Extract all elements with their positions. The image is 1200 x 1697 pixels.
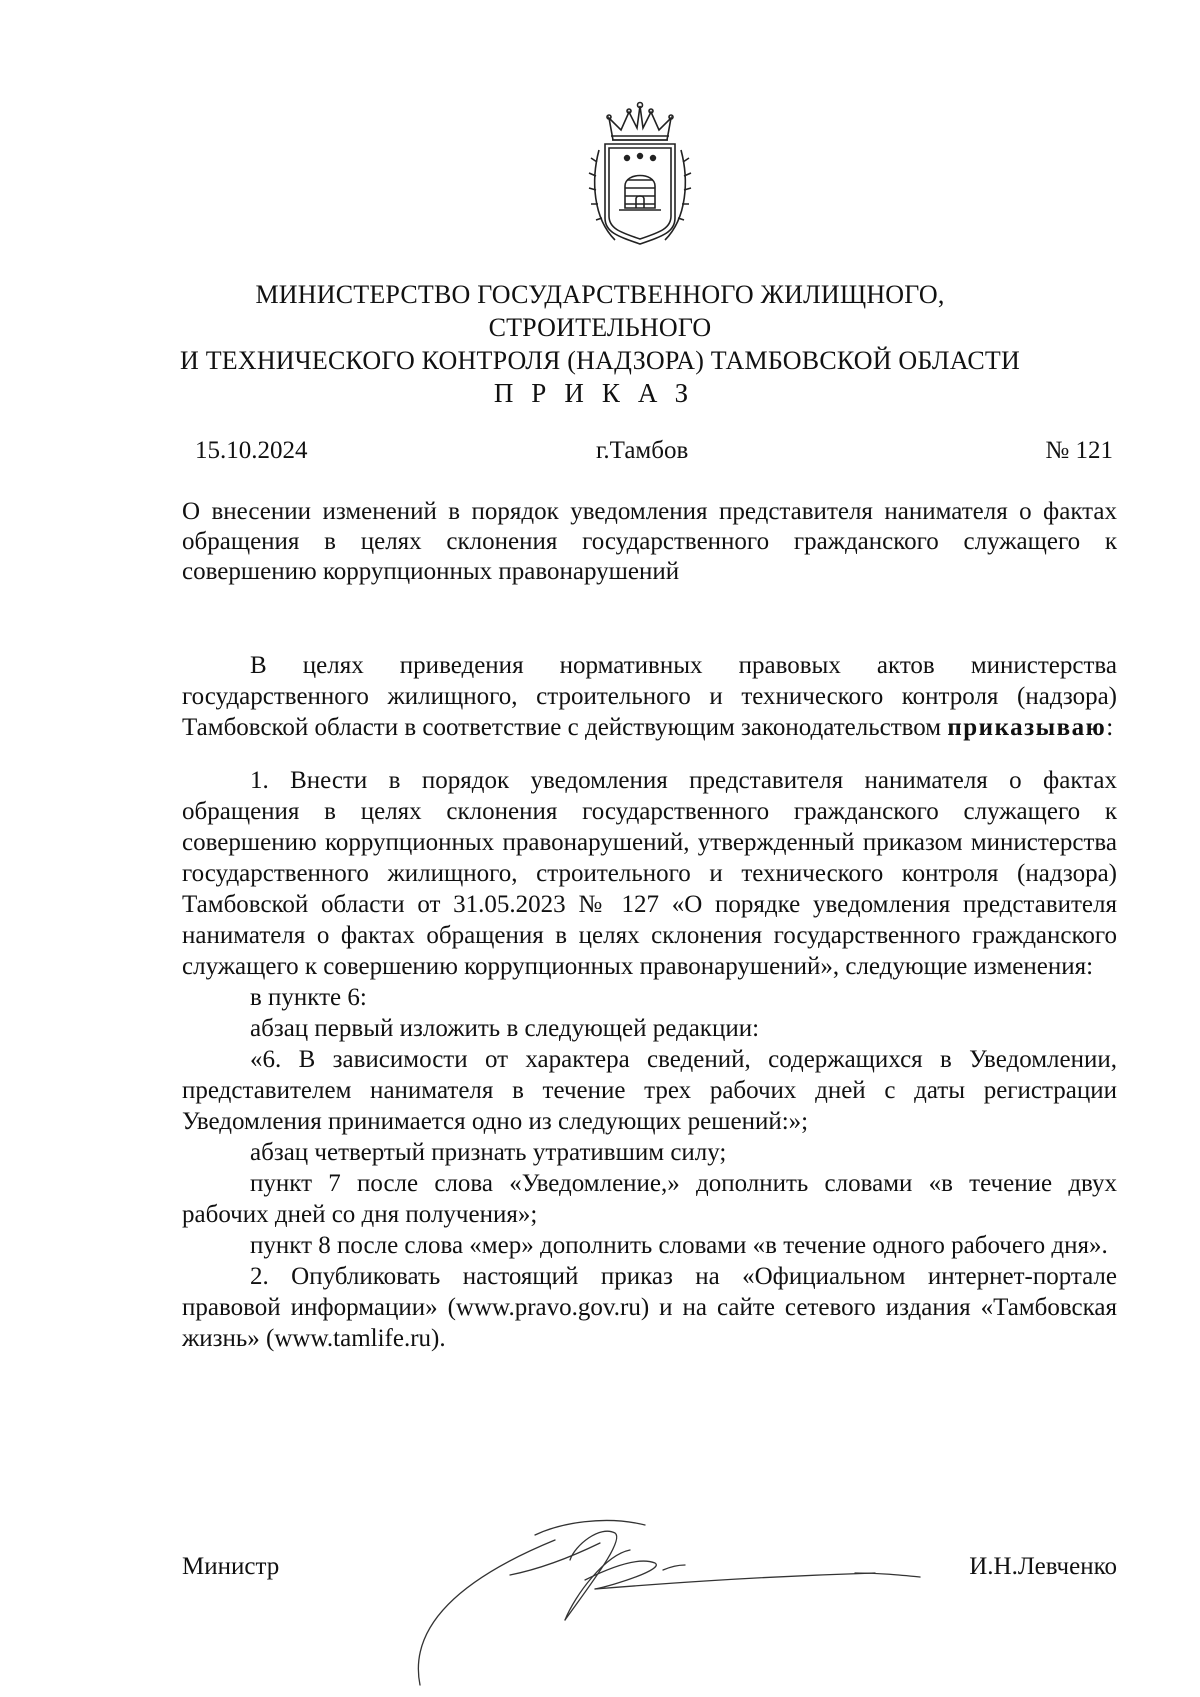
document-subject: О внесении изменений в порядок уведомления представителя нанимателя о фактах обращения в целях склонения государственного гражданского служащего к совершению коррупционных правонарушений: [182, 498, 1117, 585]
preamble-colon: :: [1106, 714, 1114, 741]
paragraph-point-6: в пункте 6:: [250, 984, 367, 1011]
document-type: ПРИКАЗ: [493, 378, 707, 408]
document-city: г.Тамбов: [596, 437, 689, 464]
coat-of-arms-icon: [585, 100, 695, 250]
paragraph-point-7: пункт 7 после слова «Уведомление,» дополнить словами «в течение двух рабочих дней со дня получения»;: [182, 1170, 1117, 1228]
preamble-order-word: приказываю: [947, 714, 1107, 741]
paragraph-new-wording: «6. В зависимости от характера сведений, содержащихся в Уведомлении, представителем нанимателя в течение трех рабочих дней с даты регистрации Уведомления принимается одно из следующих решений:»;: [182, 1046, 1117, 1135]
ministry-name: [150, 278, 1050, 377]
document-number: № 121: [1045, 437, 1113, 464]
document-body: [182, 650, 1117, 1354]
paragraph-1: 1. Внести в порядок уведомления представителя нанимателя о фактах обращения в целях склонения государственного гражданского служащего к совершению коррупционных правонарушений, утвержденный приказом министерства государственного жилищного, строительного и технического контроля (надзора) Тамбовской области от 31.05.2023 № 127 «О порядке уведомления представителя нанимателя о фактах обращения в целях склонения государственного гражданского служащего к совершению коррупционных правонарушений», следующие изменения:: [182, 767, 1117, 980]
paragraph-fourth-abzac: абзац четвертый признать утратившим силу;: [250, 1139, 727, 1166]
preamble-text: В целях приведения нормативных правовых актов министерства государственного жилищного, строительного и технического контроля (надзора) Тамбовской области в соответствие с действующим законодательством: [182, 652, 1117, 741]
paragraph-first-abzac: абзац первый изложить в следующей редакции:: [250, 1015, 760, 1042]
signer-name: И.Н.Левченко: [969, 1553, 1117, 1580]
ministry-name-line1: МИНИСТЕРСТВО ГОСУДАРСТВЕННОГО ЖИЛИЩНОГО, СТРОИТЕЛЬНОГО: [255, 280, 945, 342]
paragraph-2: 2. Опубликовать настоящий приказ на «Официальном интернет-портале правовой информации» (www.pravo.gov.ru) и на сайте сетевого издания «Тамбовская жизнь» (www.tamlife.ru).: [182, 1263, 1117, 1352]
paragraph-point-8: пункт 8 после слова «мер» дополнить словами «в течение одного рабочего дня».: [250, 1232, 1108, 1259]
document-date: 15.10.2024: [195, 437, 308, 464]
ministry-name-line2: И ТЕХНИЧЕСКОГО КОНТРОЛЯ (НАДЗОРА) ТАМБОВСКОЙ ОБЛАСТИ: [180, 346, 1020, 375]
preamble-paragraph: [182, 650, 1117, 743]
signer-title: Министр: [182, 1553, 280, 1580]
handwritten-signature: [415, 1515, 935, 1690]
